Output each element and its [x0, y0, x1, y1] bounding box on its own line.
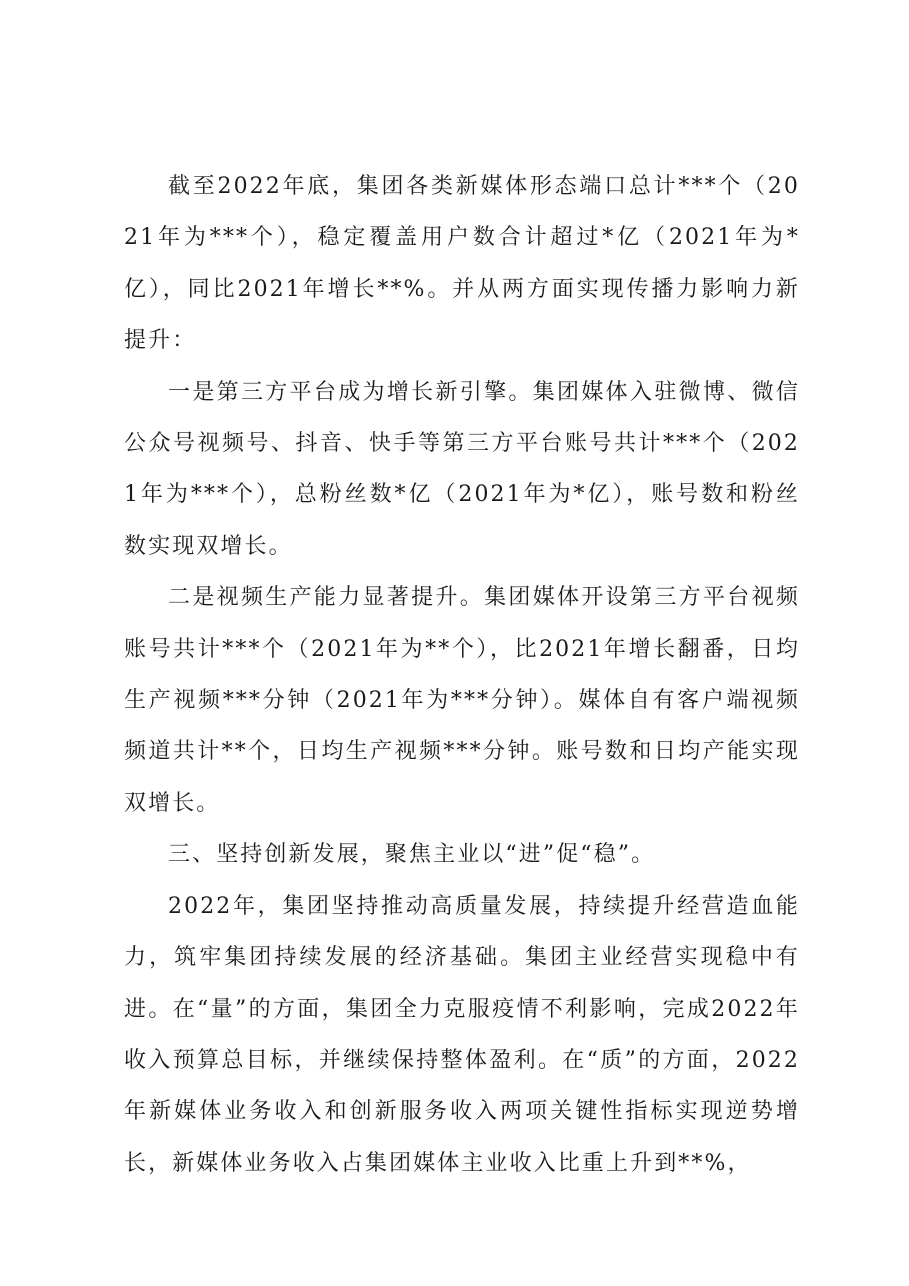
document-body [124, 161, 800, 1189]
paragraph-business-growth: 2022年，集团坚持推动高质量发展，持续提升经营造血能力，筑牢集团持续发展的经济基础。集团主业经营实现稳中有进。在“量”的方面，集团全力克服疫情不利影响，完成2022年收入预算总目标，并继续保持整体盈利。在“质”的方面，2022年新媒体业务收入和创新服务收入两项关键性指标实现逆势增长，新媒体业务收入占集团媒体主业收入比重上升到**%， [124, 893, 800, 1176]
paragraph-video-production: 二是视频生产能力显著提升。集团媒体开设第三方平台视频账号共计***个（2021年为**个），比2021年增长翻番，日均生产视频***分钟（2021年为***分钟）。媒体自有客户端视频频道共计**个，日均生产视频***分钟。账号数和日均产能实现双增长。 [124, 585, 800, 816]
paragraph-third-party-platforms: 一是第三方平台成为增长新引擎。集团媒体入驻微博、微信公众号视频号、抖音、快手等第三方平台账号共计***个（2021年为***个），总粉丝数*亿（2021年为*亿），账号数和粉丝数实现双增长。 [124, 379, 800, 559]
section-heading-innovation: 三、坚持创新发展，聚焦主业以“进”促“稳”。 [168, 842, 656, 868]
paragraph-new-media-ports: 截至2022年底，集团各类新媒体形态端口总计***个（2021年为***个），稳定覆盖用户数合计超过*亿（2021年为*亿），同比2021年增长**%。并从两方面实现传播力影响力新提升： [124, 174, 800, 354]
